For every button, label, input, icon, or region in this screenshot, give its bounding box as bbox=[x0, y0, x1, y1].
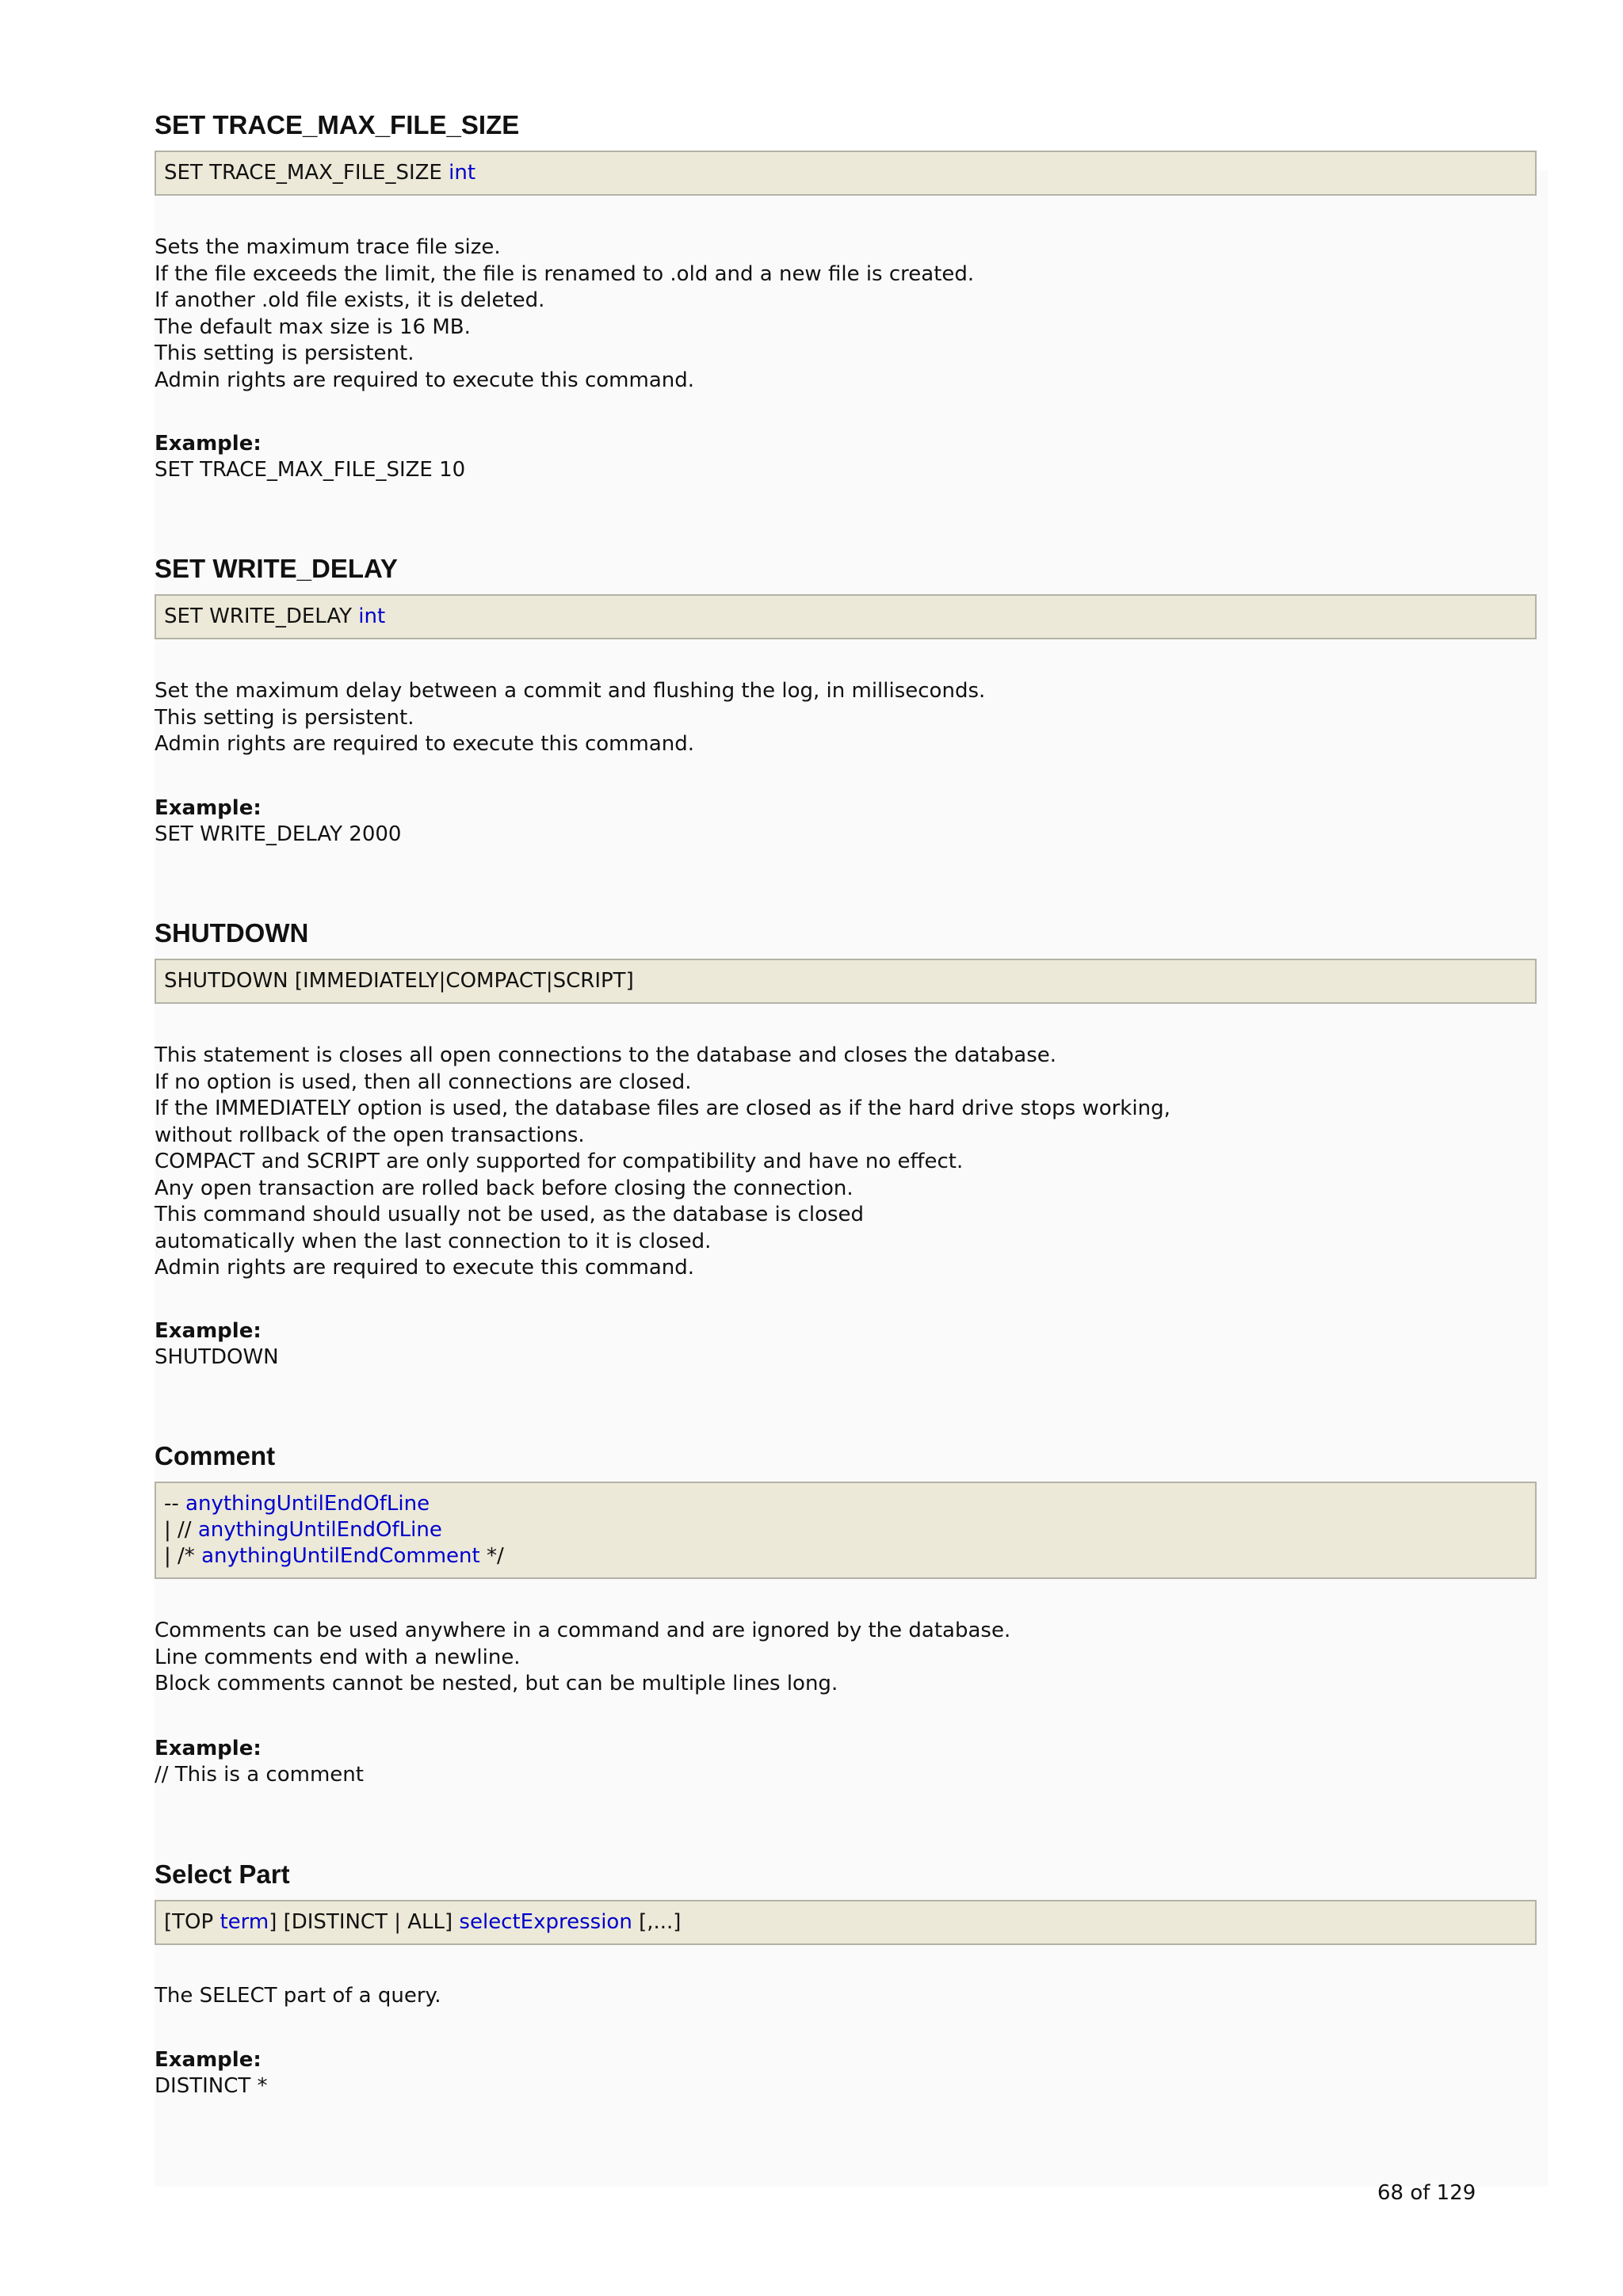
syntax-box bbox=[155, 151, 1537, 196]
page-number: 68 of 129 bbox=[1377, 2181, 1476, 2205]
description-line: Admin rights are required to execute this command. bbox=[155, 1256, 695, 1280]
description-line: Comments can be used anywhere in a command and are ignored by the database. bbox=[155, 1619, 1011, 1642]
syntax-line bbox=[164, 1517, 1527, 1543]
description bbox=[155, 235, 974, 394]
syntax-text: [TOP bbox=[164, 1910, 220, 1934]
example-text: // This is a comment bbox=[155, 1763, 364, 1787]
example-text: SET WRITE_DELAY 2000 bbox=[155, 822, 402, 846]
syntax-param-link[interactable]: term bbox=[220, 1910, 269, 1934]
description-line: Any open transaction are rolled back before closing the connection. bbox=[155, 1176, 854, 1200]
syntax-box bbox=[155, 1900, 1537, 1945]
description-line: This statement is closes all open connections to the database and closes the database. bbox=[155, 1043, 1056, 1067]
syntax-text: SHUTDOWN [IMMEDIATELY|COMPACT|SCRIPT] bbox=[164, 969, 634, 993]
syntax-text: ] [DISTINCT | ALL] bbox=[269, 1910, 460, 1934]
example-label: Example: bbox=[155, 432, 262, 456]
syntax-param-link[interactable]: anythingUntilEndOfLine bbox=[185, 1492, 430, 1516]
syntax-text: SET TRACE_MAX_FILE_SIZE bbox=[164, 161, 449, 185]
syntax-box bbox=[155, 1482, 1537, 1579]
description-line: Sets the maximum trace file size. bbox=[155, 235, 501, 259]
section-title: Select Part bbox=[155, 1859, 290, 1889]
syntax-box bbox=[155, 594, 1537, 639]
description-line: The default max size is 16 MB. bbox=[155, 315, 471, 339]
syntax-text: SET WRITE_DELAY bbox=[164, 605, 359, 628]
description bbox=[155, 1983, 441, 2010]
description-line: Admin rights are required to execute this command. bbox=[155, 368, 695, 392]
description-line: Set the maximum delay between a commit and flushing the log, in milliseconds. bbox=[155, 679, 986, 703]
syntax-line bbox=[164, 1491, 1527, 1517]
syntax-line bbox=[164, 1543, 1527, 1569]
syntax-text: [,...] bbox=[632, 1910, 682, 1934]
syntax-param-link[interactable]: anythingUntilEndOfLine bbox=[197, 1518, 442, 1542]
syntax-param-link[interactable]: int bbox=[449, 161, 476, 185]
syntax-text: -- bbox=[164, 1492, 186, 1516]
description bbox=[155, 1618, 1010, 1698]
syntax-box bbox=[155, 959, 1537, 1004]
description-line: without rollback of the open transactions. bbox=[155, 1123, 585, 1147]
syntax-text: | /* bbox=[164, 1544, 202, 1568]
description bbox=[155, 678, 985, 758]
description-line: Admin rights are required to execute this command. bbox=[155, 732, 695, 756]
syntax-param-link[interactable]: selectExpression bbox=[459, 1910, 632, 1934]
example-text: SHUTDOWN bbox=[155, 1345, 279, 1369]
description-line: If another .old file exists, it is deleted. bbox=[155, 288, 545, 312]
description-line: automatically when the last connection to it is closed. bbox=[155, 1229, 712, 1253]
example-text: SET TRACE_MAX_FILE_SIZE 10 bbox=[155, 458, 466, 482]
example-label: Example: bbox=[155, 796, 262, 820]
description-line: This command should usually not be used, as the database is closed bbox=[155, 1203, 865, 1226]
description-line: If the file exceeds the limit, the file is renamed to .old and a new file is created. bbox=[155, 261, 975, 286]
description-line: The SELECT part of a query. bbox=[155, 1984, 441, 2008]
example-label: Example: bbox=[155, 1319, 262, 1343]
syntax-text: */ bbox=[479, 1544, 504, 1568]
description-line: Block comments cannot be nested, but can be multiple lines long. bbox=[155, 1672, 838, 1695]
description-line: Line comments end with a newline. bbox=[155, 1645, 521, 1669]
section-title: Comment bbox=[155, 1441, 276, 1470]
description-line: If no option is used, then all connections are closed. bbox=[155, 1070, 692, 1094]
syntax-param-link[interactable]: int bbox=[358, 605, 386, 628]
section-title: SHUTDOWN bbox=[155, 918, 309, 948]
example-label: Example: bbox=[155, 2048, 262, 2072]
description-line: This setting is persistent. bbox=[155, 705, 414, 730]
description-line: If the IMMEDIATELY option is used, the database files are closed as if the hard drive stops working, bbox=[155, 1097, 1170, 1120]
description bbox=[155, 1043, 1170, 1282]
syntax-text: | // bbox=[164, 1518, 198, 1542]
description-line: This setting is persistent. bbox=[155, 341, 414, 365]
description-line: COMPACT and SCRIPT are only supported for compatibility and have no effect. bbox=[155, 1150, 964, 1173]
example-label: Example: bbox=[155, 1737, 262, 1760]
syntax-param-link[interactable]: anythingUntilEndComment bbox=[201, 1544, 480, 1568]
example-text: DISTINCT * bbox=[155, 2074, 268, 2098]
section-title: SET WRITE_DELAY bbox=[155, 554, 398, 583]
section-title: SET TRACE_MAX_FILE_SIZE bbox=[155, 110, 520, 139]
